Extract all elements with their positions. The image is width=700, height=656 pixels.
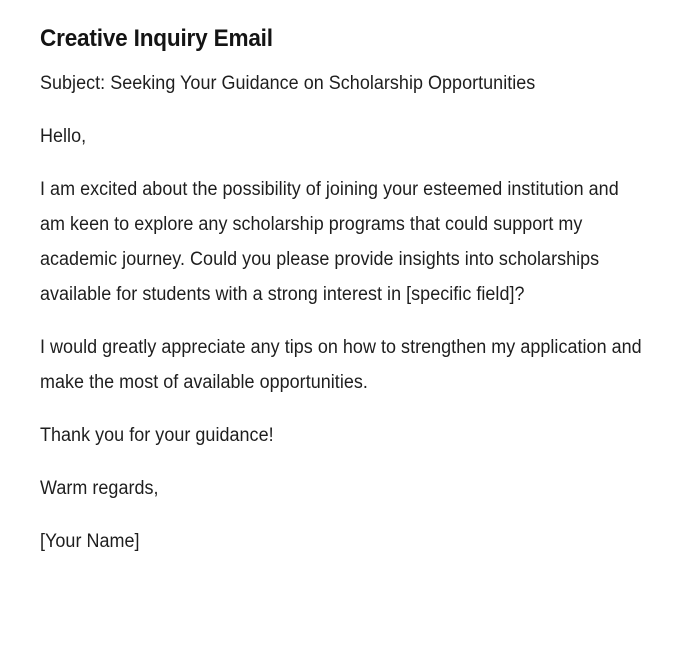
email-body bbox=[40, 66, 648, 559]
email-signoff: Warm regards, bbox=[40, 478, 159, 499]
email-paragraph-intro: I am excited about the possibility of joining your esteemed institution and am keen to explore any scholarship programs that could support my academic journey. Could you please provide insights into scholarships available for students with a strong interest in [specific field]? bbox=[40, 179, 619, 305]
email-greeting: Hello, bbox=[40, 126, 87, 147]
email-signature-name: [Your Name] bbox=[40, 531, 140, 552]
email-thanks-line: Thank you for your guidance! bbox=[40, 425, 274, 446]
email-subject-line: Subject: Seeking Your Guidance on Scholarship Opportunities bbox=[40, 73, 536, 94]
page-title: Creative Inquiry Email bbox=[40, 25, 273, 52]
email-paragraph-request: I would greatly appreciate any tips on how to strengthen my application and make the most of available opportunities. bbox=[40, 337, 642, 393]
